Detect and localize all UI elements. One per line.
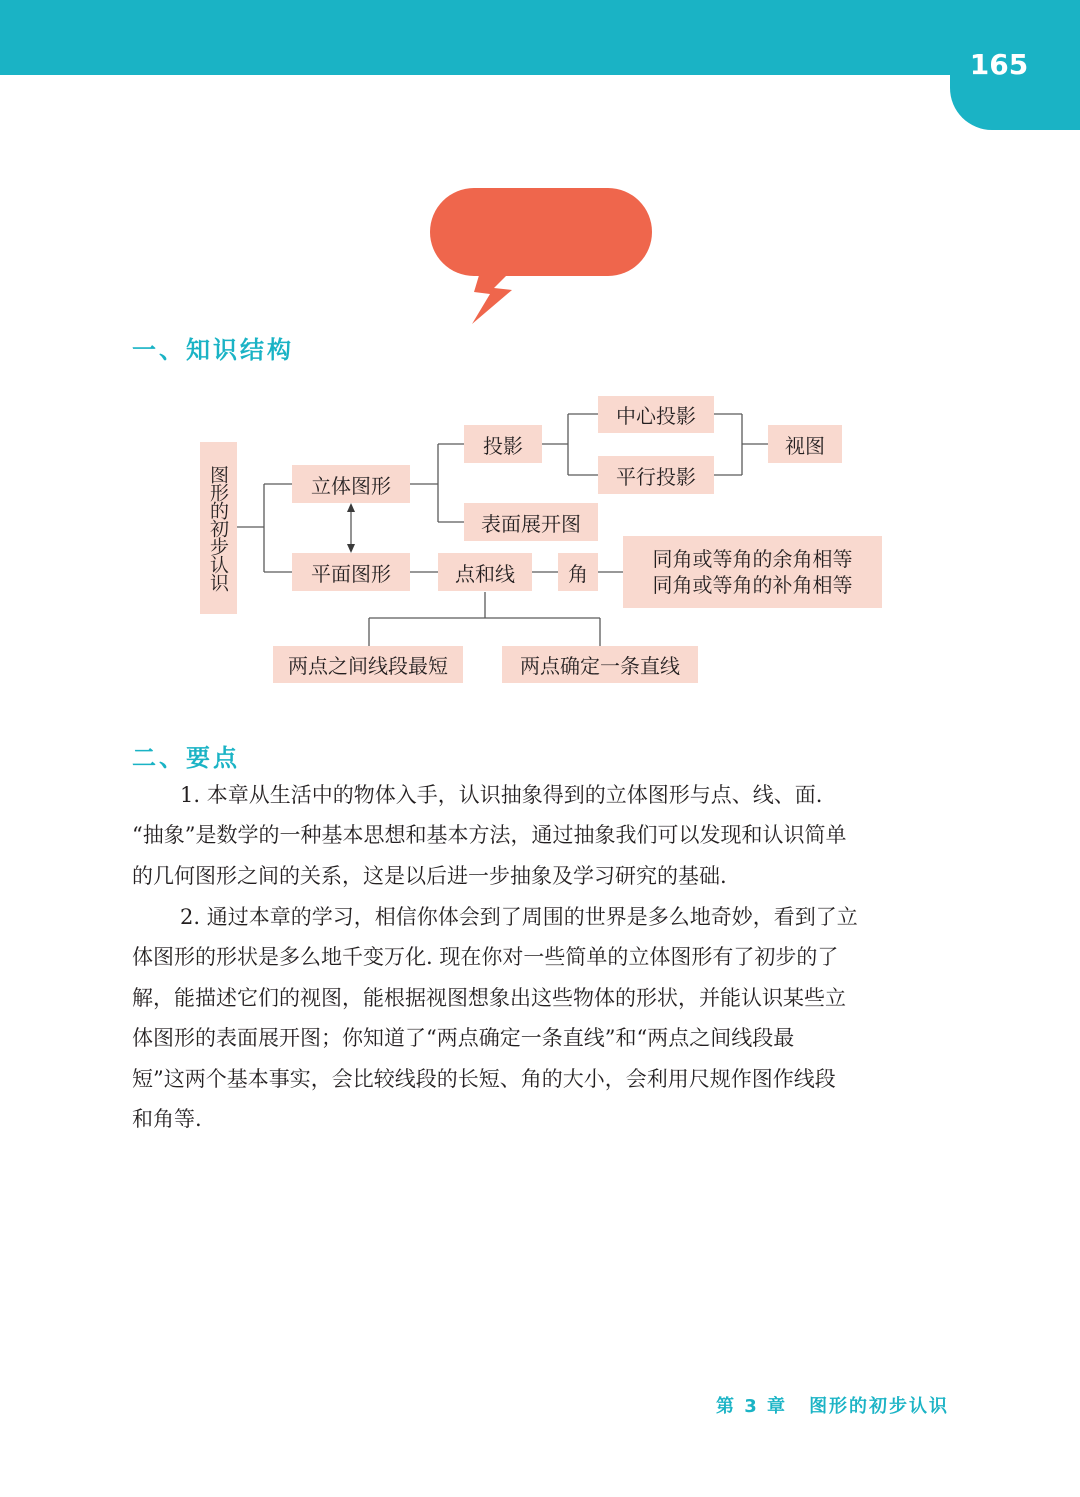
- page-number: 165: [969, 48, 1029, 81]
- paragraph-line: 和角等.: [132, 1107, 202, 1132]
- node-solid-figure: 立体图形: [292, 465, 410, 503]
- node-root: 图形的初步认识: [200, 442, 237, 614]
- node-fact-two-points-line: 两点确定一条直线: [502, 646, 698, 683]
- node-angle-facts: [623, 536, 882, 608]
- node-fact-shortest-segment: 两点之间线段最短: [273, 646, 463, 683]
- footer-chapter-title: [716, 1392, 949, 1418]
- key-point-paragraph-2: [132, 897, 952, 1139]
- paragraph-line: 的几何图形之间的关系，这是以后进一步抽象及学习研究的基础.: [132, 863, 727, 888]
- node-central-projection: 中心投影: [598, 396, 714, 433]
- key-point-paragraph-1: [132, 775, 952, 896]
- node-angle: 角: [558, 553, 598, 591]
- diagram-connectors: [0, 0, 1080, 720]
- node-view: 视图: [768, 425, 842, 463]
- paragraph-line: 短”这两个基本事实，会比较线段的长短、角的大小，会利用尺规作图作线段: [132, 1066, 836, 1091]
- section-heading-structure: 一、知识结构: [132, 336, 294, 364]
- angle-fact-supplement: 同角或等角的补角相等: [652, 573, 853, 597]
- paragraph-line: 1. 本章从生活中的物体入手，认识抽象得到的立体图形与点、线、面.: [180, 783, 823, 807]
- node-point-and-line: 点和线: [438, 553, 532, 591]
- node-parallel-projection: 平行投影: [598, 456, 714, 494]
- paragraph-line: 2. 通过本章的学习，相信你体会到了周围的世界是多么地奇妙，看到了立: [180, 905, 858, 929]
- node-projection: 投影: [464, 425, 542, 463]
- footer-chapter-number: 第 3 章: [716, 1396, 788, 1417]
- paragraph-line: 解，能描述它们的视图，能根据视图想象出这些物体的形状，并能认识某些立: [132, 985, 846, 1010]
- node-plane-figure: 平面图形: [292, 553, 410, 591]
- paragraph-line: “抽象”是数学的一种基本思想和基本方法，通过抽象我们可以发现和认识简单: [132, 823, 847, 848]
- paragraph-line: 体图形的表面展开图；你知道了“两点确定一条直线”和“两点之间线段最: [132, 1026, 795, 1051]
- section-heading-key-points: 二、要点: [132, 744, 240, 772]
- footer-chapter-name: 图形的初步认识: [809, 1396, 950, 1417]
- paragraph-line: 体图形的形状是多么地千变万化. 现在你对一些简单的立体图形有了初步的了: [132, 945, 839, 970]
- node-surface-net: 表面展开图: [464, 503, 598, 541]
- angle-fact-complement: 同角或等角的余角相等: [652, 547, 853, 571]
